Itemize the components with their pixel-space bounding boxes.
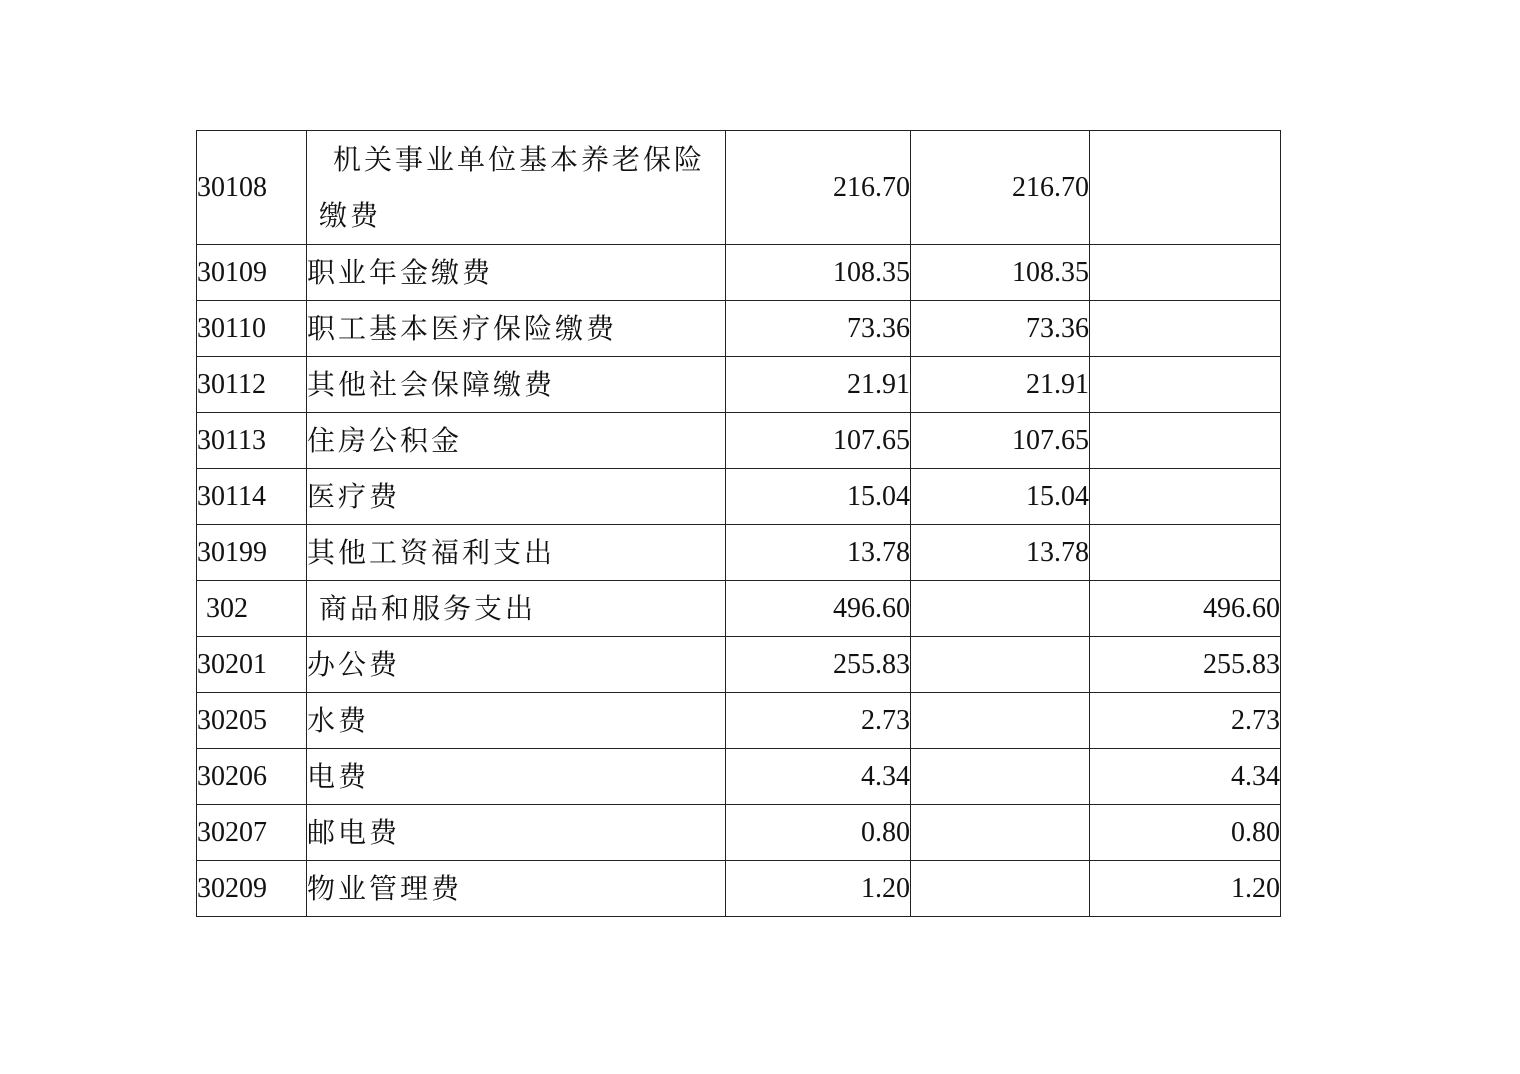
subject-code-cell: 30112 [197, 357, 307, 413]
project-amount-cell [1090, 413, 1281, 469]
table-row [197, 245, 1281, 301]
subject-name-cell: 物业管理费 [307, 861, 726, 917]
subject-code-cell: 30209 [197, 861, 307, 917]
table-row [197, 637, 1281, 693]
subject-code-cell: 30207 [197, 805, 307, 861]
subject-code-cell: 30206 [197, 749, 307, 805]
subject-name-cell [307, 131, 726, 245]
table-row [197, 861, 1281, 917]
subject-code-cell: 30205 [197, 693, 307, 749]
table-row [197, 749, 1281, 805]
subject-name-cell: 职业年金缴费 [307, 245, 726, 301]
basic-amount-cell [911, 637, 1090, 693]
basic-amount-cell: 216.70 [911, 131, 1090, 245]
project-amount-cell: 0.80 [1090, 805, 1281, 861]
total-amount-cell: 255.83 [726, 637, 911, 693]
project-amount-cell: 4.34 [1090, 749, 1281, 805]
table-row [197, 525, 1281, 581]
subject-name-cell: 医疗费 [307, 469, 726, 525]
project-amount-cell [1090, 357, 1281, 413]
total-amount-cell: 216.70 [726, 131, 911, 245]
total-amount-cell: 1.20 [726, 861, 911, 917]
basic-amount-cell [911, 805, 1090, 861]
table-row-category [197, 581, 1281, 637]
total-amount-cell: 496.60 [726, 581, 911, 637]
total-amount-cell: 15.04 [726, 469, 911, 525]
project-amount-cell [1090, 245, 1281, 301]
total-amount-cell: 73.36 [726, 301, 911, 357]
basic-amount-cell: 21.91 [911, 357, 1090, 413]
subject-code-cell: 30110 [197, 301, 307, 357]
table-row [197, 469, 1281, 525]
project-amount-cell [1090, 469, 1281, 525]
total-amount-cell: 13.78 [726, 525, 911, 581]
project-amount-cell [1090, 131, 1281, 245]
subject-name-cell: 水费 [307, 693, 726, 749]
total-amount-cell: 107.65 [726, 413, 911, 469]
basic-amount-cell: 107.65 [911, 413, 1090, 469]
project-amount-cell [1090, 525, 1281, 581]
subject-code-cell: 302 [197, 581, 307, 637]
table-row [197, 357, 1281, 413]
total-amount-cell: 21.91 [726, 357, 911, 413]
basic-amount-cell: 15.04 [911, 469, 1090, 525]
basic-amount-cell [911, 581, 1090, 637]
subject-name-cell: 办公费 [307, 637, 726, 693]
table-row [197, 413, 1281, 469]
subject-code-cell: 30114 [197, 469, 307, 525]
expenditure-table [196, 130, 1281, 917]
subject-code-cell: 30199 [197, 525, 307, 581]
basic-amount-cell [911, 693, 1090, 749]
subject-name-cell: 其他工资福利支出 [307, 525, 726, 581]
basic-amount-cell [911, 749, 1090, 805]
table-row [197, 693, 1281, 749]
table-row [197, 131, 1281, 245]
subject-name-cell: 其他社会保障缴费 [307, 357, 726, 413]
subject-name-cell: 职工基本医疗保险缴费 [307, 301, 726, 357]
subject-name-cell: 住房公积金 [307, 413, 726, 469]
table-row [197, 805, 1281, 861]
budget-table-sheet [196, 130, 1281, 917]
table-row [197, 301, 1281, 357]
subject-code-cell: 30108 [197, 131, 307, 245]
subject-name-cell: 电费 [307, 749, 726, 805]
project-amount-cell: 2.73 [1090, 693, 1281, 749]
subject-name-cell: 邮电费 [307, 805, 726, 861]
subject-code-cell: 30201 [197, 637, 307, 693]
basic-amount-cell: 73.36 [911, 301, 1090, 357]
subject-code-cell: 30113 [197, 413, 307, 469]
total-amount-cell: 0.80 [726, 805, 911, 861]
basic-amount-cell [911, 861, 1090, 917]
project-amount-cell: 255.83 [1090, 637, 1281, 693]
project-amount-cell: 496.60 [1090, 581, 1281, 637]
subject-name-cell: 商品和服务支出 [307, 581, 726, 637]
total-amount-cell: 4.34 [726, 749, 911, 805]
basic-amount-cell: 108.35 [911, 245, 1090, 301]
project-amount-cell [1090, 301, 1281, 357]
basic-amount-cell: 13.78 [911, 525, 1090, 581]
project-amount-cell: 1.20 [1090, 861, 1281, 917]
total-amount-cell: 2.73 [726, 693, 911, 749]
subject-name-text: 机关事业单位基本养老保险缴费 [319, 142, 706, 232]
subject-code-cell: 30109 [197, 245, 307, 301]
total-amount-cell: 108.35 [726, 245, 911, 301]
